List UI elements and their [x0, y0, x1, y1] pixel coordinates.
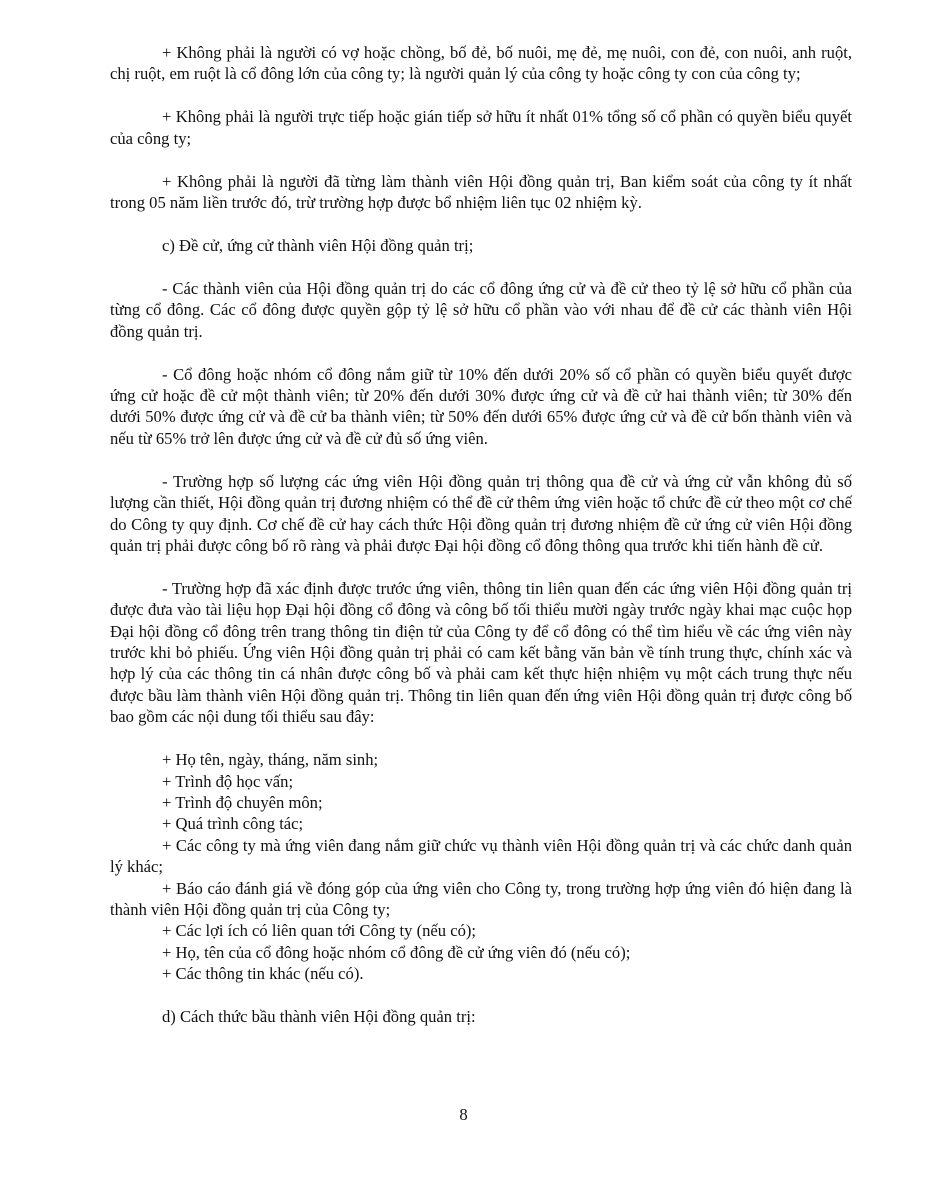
list-item: + Các lợi ích có liên quan tới Công ty (nếu có); — [162, 921, 477, 941]
body-text — [110, 42, 852, 1028]
paragraph-nomination-thresholds: - Cổ đông hoặc nhóm cổ đông nắm giữ từ 10% đến dưới 20% số cổ phần có quyền biểu quyết được ứng cử hoặc đề cử một thành viên; từ 20% đến dưới 30% được ứng cử và đề cử hai thành viên; từ 30% đến dưới 50% được ứng cử và đề cử ba thành viên; từ 50% đến dưới 65% được ứng cử và đề cử bốn thành viên và nếu từ 65% trở lên được ứng cử và đề cử đủ số ứng viên. — [110, 364, 852, 448]
list-item: + Họ tên, ngày, tháng, năm sinh; — [162, 750, 379, 770]
list-item: + Họ, tên của cổ đông hoặc nhóm cổ đông đề cử ứng viên đó (nếu có); — [162, 942, 631, 962]
paragraph-nomination-ratio: - Các thành viên của Hội đồng quản trị do các cổ đông ứng cử và đề cử theo tỷ lệ sở hữu cổ phần của từng cổ đông. Các cổ đông được quyền gộp tỷ lệ sở hữu cổ phần vào với nhau để đề cử các thành viên Hội đồng quản trị. — [110, 278, 852, 341]
paragraph-not-relative: + Không phải là người có vợ hoặc chồng, bố đẻ, bố nuôi, mẹ đẻ, mẹ nuôi, con đẻ, con nuôi, anh ruột, chị ruột, em ruột là cổ đông lớn của công ty; là người quản lý của công ty hoặc công ty con của công ty; — [110, 43, 852, 84]
paragraph-not-shareholder: + Không phải là người trực tiếp hoặc gián tiếp sở hữu ít nhất 01% tổng số cổ phần có quyền biểu quyết của công ty; — [110, 107, 852, 148]
list-item: + Các thông tin khác (nếu có). — [162, 964, 364, 984]
section-heading-c: c) Đề cử, ứng cử thành viên Hội đồng quản trị; — [162, 235, 474, 255]
section-heading-d: d) Cách thức bầu thành viên Hội đồng quản trị: — [162, 1007, 476, 1027]
paragraph-not-former-member: + Không phải là người đã từng làm thành viên Hội đồng quản trị, Ban kiểm soát của công ty ít nhất trong 05 năm liền trước đó, trừ trường hợp được bổ nhiệm liên tục 02 nhiệm kỳ. — [110, 171, 852, 213]
paragraph-candidate-disclosure: - Trường hợp đã xác định được trước ứng viên, thông tin liên quan đến các ứng viên Hội đồng quản trị được đưa vào tài liệu họp Đại hội đồng cổ đông và công bố tối thiểu mười ngày trước ngày khai mạc cuộc họp Đại hội đồng cổ đông trên trang thông tin điện tử của Công ty để cổ đông có thể tìm hiểu về các ứng viên này trước khi bỏ phiếu. Ứng viên Hội đồng quản trị phải có cam kết bằng văn bản về tính trung thực, chính xác và hợp lý của các thông tin cá nhân được công bố và phải cam kết thực hiện nhiệm vụ một cách trung thực nếu được bầu làm thành viên Hội đồng quản trị. Thông tin liên quan đến ứng viên Hội đồng quản trị được công bố bao gồm các nội dung tối thiểu sau đây: — [110, 578, 852, 727]
paragraph-insufficient-candidates: - Trường hợp số lượng các ứng viên Hội đồng quản trị thông qua đề cử và ứng cử vẫn không đủ số lượng cần thiết, Hội đồng quản trị đương nhiệm có thể đề cử thêm ứng viên hoặc tổ chức đề cử theo một cơ chế do Công ty quy định. Cơ chế đề cử hay cách thức Hội đồng quản trị đương nhiệm đề cử ứng cử viên Hội đồng quản trị phải được công bố rõ ràng và phải được Đại hội đồng cổ đông thông qua trước khi tiến hành đề cử. — [110, 471, 852, 555]
candidate-info-list — [110, 749, 852, 984]
page-number: 8 — [459, 1105, 468, 1124]
list-item: + Quá trình công tác; — [162, 814, 304, 834]
list-item: + Các công ty mà ứng viên đang nắm giữ chức vụ thành viên Hội đồng quản trị và các chức danh quản lý khác; — [110, 835, 852, 877]
list-item: + Trình độ học vấn; — [162, 771, 294, 791]
list-item: + Báo cáo đánh giá về đóng góp của ứng viên cho Công ty, trong trường hợp ứng viên đó hiện đang là thành viên Hội đồng quản trị của Công ty; — [110, 878, 852, 919]
list-item: + Trình độ chuyên môn; — [162, 792, 323, 812]
